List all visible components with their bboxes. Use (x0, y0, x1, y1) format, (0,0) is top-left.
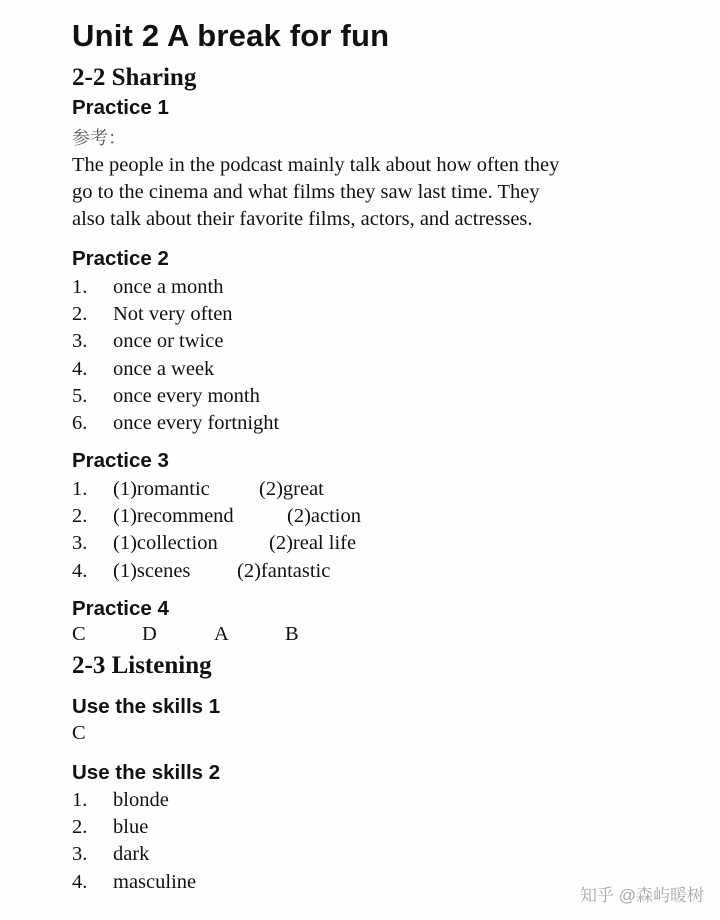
list-item: 1. blonde (72, 789, 169, 811)
list-item: 3. once or twice (72, 330, 224, 353)
practice-2-heading: Practice 2 (72, 247, 169, 270)
list-item: 1. once a month (72, 276, 224, 298)
skills-2-heading: Use the skills 2 (72, 761, 221, 784)
list-item: 2. blue (72, 816, 149, 839)
list-item: 2. (1)recommend (2)action (72, 505, 361, 528)
section-heading-sharing: 2-2 Sharing (72, 64, 197, 91)
paragraph-line: go to the cinema and what films they saw last time. They (72, 181, 540, 203)
watermark: 知乎 @森屿暖树 (580, 886, 704, 905)
section-heading-listening: 2-3 Listening (72, 652, 212, 679)
answer-letter: A (214, 623, 229, 645)
practice-3-list (72, 476, 361, 585)
skills-1-answer: C (72, 722, 86, 744)
answer-letter: D (142, 623, 157, 645)
practice-3-heading: Practice 3 (72, 449, 169, 472)
list-item: 4. (1)scenes (2)fantastic (72, 559, 331, 582)
list-item: 5. once every month (72, 384, 260, 407)
practice-2-list (72, 274, 279, 437)
list-item: 4. once a week (72, 357, 215, 380)
list-item: 2. Not very often (72, 303, 233, 326)
reference-note: 参考： (72, 128, 126, 148)
list-item: 6. once every fortnight (72, 411, 280, 434)
skills-2-list (72, 787, 196, 896)
paragraph-line: also talk about their favorite films, actors, and actresses. (72, 208, 533, 230)
practice-1-answer (72, 152, 672, 233)
paragraph-line: The people in the podcast mainly talk about how often they (72, 154, 560, 176)
practice-1-heading: Practice 1 (72, 96, 169, 119)
answer-letter: B (285, 623, 299, 645)
page-title: Unit 2 A break for fun (72, 18, 390, 53)
list-item: 3. (1)collection (2)real life (72, 532, 357, 555)
list-item: 1. (1)romantic (2)great (72, 478, 324, 500)
answer-letter: C (72, 623, 86, 645)
practice-4-heading: Practice 4 (72, 597, 169, 620)
list-item: 4. masculine (72, 870, 197, 893)
list-item: 3. dark (72, 843, 150, 866)
skills-1-heading: Use the skills 1 (72, 695, 221, 718)
